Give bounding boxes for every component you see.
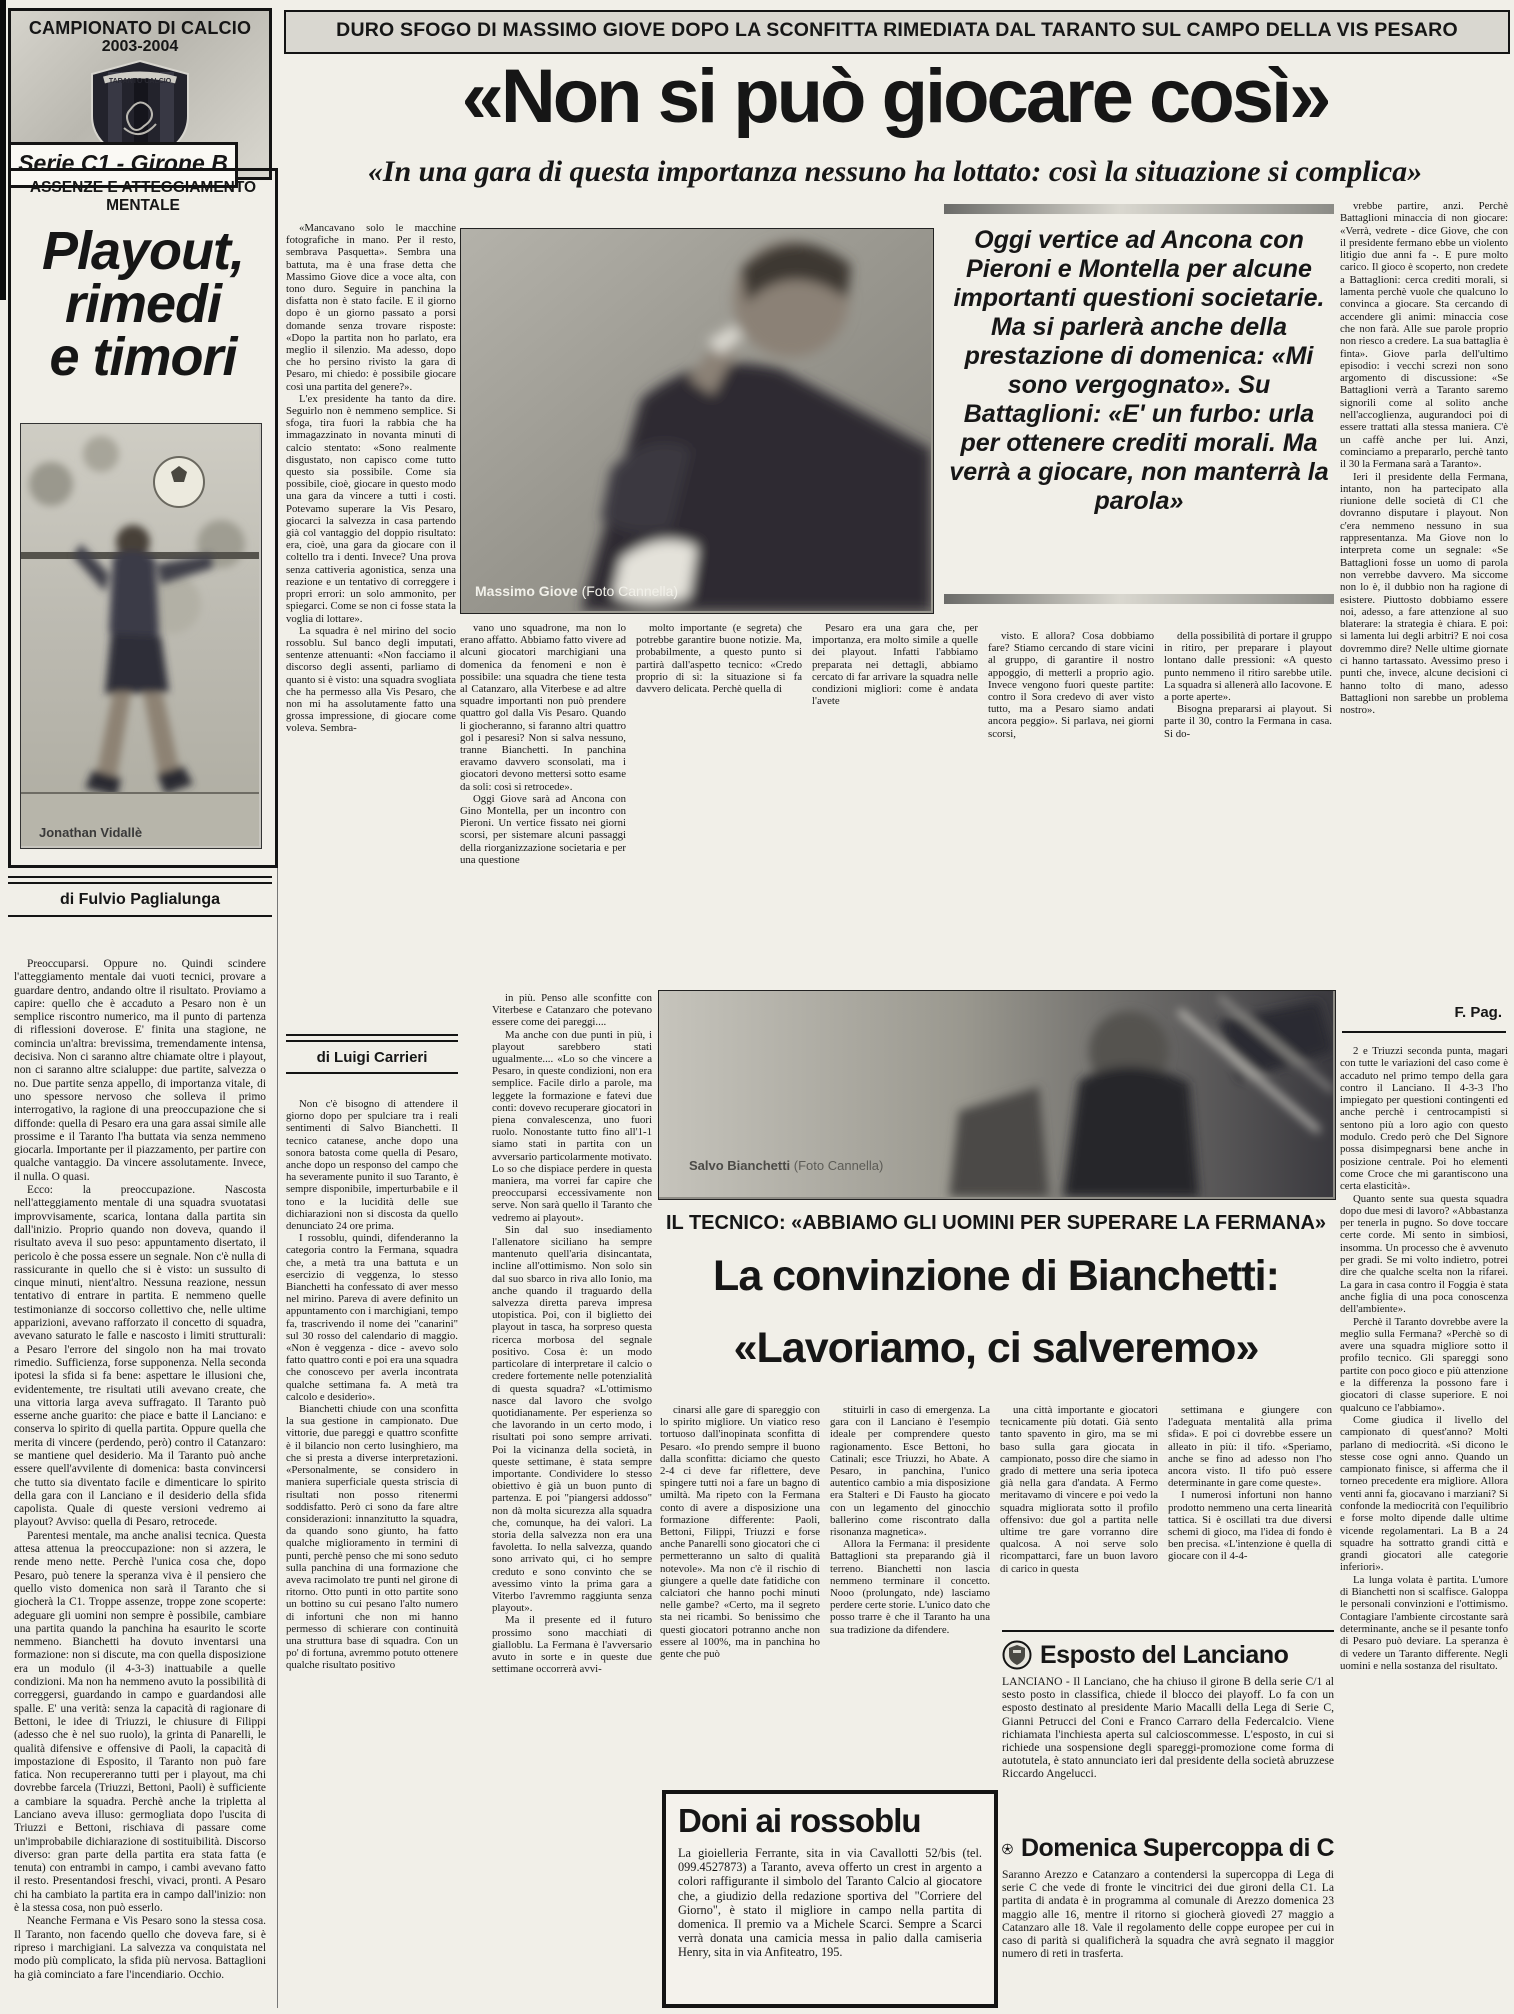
esposto-body: LANCIANO - Il Lanciano, che ha chiuso il girone B della serie C/1 al sesto posto in classifica, chiede il blocco dei playoff. Lo fa con un esposto destinato al presidente Mario Macalli della Lega di Serie C, Gianni Petrucci del Coni e Franco Carraro della Federcalcio. Viene richiamata l'inchiesta aperta sul calcioscommesse. L'esposto, in cui si richiede una sospensione degli spareggi-promozione come forma di autotutela, è stato annunciato ieri dal presidente della società abruzzese Riccardo Angelucci. [1002,1675,1334,1781]
paragraph: Playout, [41,221,245,281]
paragraph: Bianchetti chiude con una sconfitta la sua gestione in campionato. Due vittorie, due pareggi e quattro sconfitte è il bilancio non certo lusinghiero, ma che si presta a diverse interpretazioni. «Personalmente, se considero in maniera superficiale questa striscia di risultati non posso ritenermi soddisfatto. Però ci sono da fare altre considerazioni: innanzitutto la squadra, da quando sono giunto, ha fatto qualche miglioramento in termini di punti, perchè penso che mi sono seduto sulla panchina di una formazione che aveva racimolato tre punti nel girone di ritorno. Otto punti in otto partite sono un bottino su cui pesano l'alto numero di infortuni che non mi hanno permesso di schierare con continuità una struttura base di squadra. Con un po' di fortuna, avremmo potuto ottenere qualche risultato positivo [286,1403,458,1672]
supercoppa-body: Saranno Arezzo e Catanzaro a contendersi la supercoppa di Lega di serie C che vede di fronte le vincitrici dei due gironi della C1. La partita di andata è in programma al comunale di Arezzo domenica 23 maggio alle 16, mentre il ritorno si giocherà giovedì 27 maggio a Catanzaro alle 18. Vale il regolamento delle coppe europee per cui in caso di parità si qualificherà la squadra che avrà segnato il maggior numero di reti in trasferta. [1002,1868,1334,1961]
paragraph: cinarsi alle gare di spareggio con lo spirito migliore. Un viatico reso tortuoso dall'inopinata sconfitta di Pesaro. «Io prendo sempre il buono dalla sconfitta: diciamo che questo 2-4 ci deve far riflettere, deve spingere tutti noi a fare un bagno di umiltà. Ma ripeto con la Fermana conto di avere a disposizione una formazione differente: Paoli, Bettoni, Filippi, Triuzzi e forse anche Panarelli sono giocatori che ci permetteranno un salto di qualità notevole». Ma non c'è il rischio di giungere a quelle date fatidiche con calciatori che hanno pochi minuti nelle gambe? «Certo, ma il segreto sta nei ricambi. So benissimo che questi giocatori potranno anche non essere al 100%, ma in panchina ho gente che può [660,1404,820,1661]
paglialunga-byline [8,876,272,917]
supercoppa-section [1002,1834,1334,1996]
paragraph: Ma il presente ed il futuro prossimo sono macchiati di gialloblu. La Fermana è l'avversario avuto in sorte e in queste due settimane occorrerà avvi- [492,1614,652,1676]
paragraph: Ma anche con due punti in più, i playout sarebbero stati ugualmente.... «Lo so che vincere a Pesaro, in queste condizioni, non era semplice. Facile dirlo a parole, ma leggete la formazione e fatevi due conti: dovevo recuperare giocatori in piena convalescenza, uno fuori ruolo. Nonostante tutto fino all'1-1 siamo stati in partita con un avversario particolarmente motivato. Lo so che dispiace perdere in questa maniera, ma vorrei far capire che preoccuparsi eccessivamente non serve. Non sarà quello il Taranto che vedremo ai playout». [492,1028,652,1224]
paragraph: stituirli in caso di emergenza. La gara con il Lanciano è l'esempio ideale per comprendere questo ragionamento. Esce Bettoni, ho Catinali; esce Triuzzi, ho Abate. A Pesaro, in panchina, l'unico autentico cambio a mia disposizione era Stalteri e Di Fausto ha giocato con un legamento del ginocchio ballerino come riscontrato dalla risonanza magnetica». [830,1404,990,1539]
paragraph: in più. Penso alle sconfitte con Viterbese e Catanzaro che potevano essere come dei pareggi.... [492,992,652,1029]
supercoppa-title: Domenica Supercoppa di C [1020,1834,1334,1862]
article-signature: F. Pag. [1454,1004,1502,1021]
bianchetti-article-col4 [1168,1404,1332,1622]
paragraph: Perchè il Taranto dovrebbe avere la meglio sulla Fermana? «Perchè so di avere una squadra migliore sotto il profilo tecnico. Gli spareggi sono partite con poco gioco e più attenzione e la differenza la possono fare i giocatori di classe superiore. E noi qualcuno ce l'abbiamo». [1340,1315,1508,1414]
quote-bottom-bar [944,594,1334,604]
paragraph: vrebbe partire, anzi. Perchè Battaglioni minaccia di non giocare: «Verrà, vedrete - dice Giove, che con il presidente fermano ebbe un violento litigio due anni fa -. E pure molto carico. Il gioco è scoperto, non credete a Battaglioni: cerca crediti morali, si lamenta perchè vuole che qualcuno lo convinca a giocare. Sta cercando di accendere gli animi: minaccia cose che non farà. Alle sue parole proprio non riesco a credere. La sua battaglia è finta». Giove parla dell'ultimo episodio: i vecchi screzi non sono argomento di discussione: «Se Battaglioni verrà a Taranto saremo signorili come al solito anche nell'accoglienza, augurandoci poi di essere trattati alla stessa maniera. C'è un caffè anche per lui. Anzi, cominciamo a prepararlo, perchè tanto il 30 la Fermana sarà a Taranto». [1340,200,1508,471]
byline-author: di Luigi Carrieri [316,1049,428,1066]
paragraph: I numerosi infortuni non hanno prodotto nemmeno una certa linearità tattica. Si è oscillati tra due diversi schemi di gioco, ma l'idea di fondo è ben precisa. «L'intenzione è quella di giocare con il 4-4- [1168,1489,1332,1563]
masthead-title: CAMPIONATO DI CALCIO [28,18,252,38]
section-rule [1342,1031,1506,1033]
giove-photo-caption [475,583,678,599]
paragraph: «Mancavano solo le macchine fotografiche in mano. Per il resto, sembrava Pasquetta». Sembra una battuta, ma è una frase detta che Massimo Giove dice a voce alta, con tono duro. Seguire in panchina la disfatta non è stato facile. E il giorno dopo è un giorno passato a porsi domande senza trovare risposte: «Dopo la partita non ho parlato, era meglio il silenzio. Ma adesso, dopo che ho persino rivisto la gara di Pesaro, mi chiedo: è possibile giocare così una partita del genere?». [286,222,456,393]
section-rule [1002,1630,1334,1632]
main-headline: «Non si può giocare così» [461,54,1329,139]
paragraph: I rossoblu, quindi, difenderanno la categoria contro la Fermana, squadra che, a metà tra una battuta e un esercizio di veggenza, lo stesso Bianchetti ha confessato di aver messo nel mirino. Pareva di avere definito un appuntamento con i marchigiani, tempo fa, trascrivendo il nome dei "canarini" sul 30 rosso del calendario di maggio. «Non è veggenza - dice - avevo solo fatto quattro conti e poi era una squadra che conoscevo per averla incontrata qualche settimana fa. A metà tra calcolo e desiderio». [286,1232,458,1403]
left-article-kicker: ASSENZE E ATTEGGIAMENTO MENTALE [29,179,257,214]
left-article-box [8,168,278,868]
bianchetti-photo [658,990,1336,1200]
series-label: Serie C1 - Girone B [8,142,238,188]
paragraph: visto. E allora? Cosa dobbiamo fare? Stiamo cercando di stare vicini al gruppo, di garantire il nostro appoggio, di metterli a proprio agio. Invece vengono fuori queste partite: contro il Sora credevo di aver visto tutto, ma a Pesaro siamo andati ancora peggio». Si parlava, nei giorni scorsi, [988,630,1154,740]
paragraph: Allora la Fermana: il presidente Battaglioni sta preparando già il terreno. Bianchetti non lascia nemmeno terminare il concetto. Nooo (prolungato, nde) lasciamo perdere certe storie. L'unico dato che posso trarre è che il Taranto ha una sua tradizione da difendere. [830,1538,990,1636]
byline-rule [8,915,272,917]
top-banner: DURO SFOGO DI MASSIMO GIOVE DOPO LA SCONFITTA RIMEDIATA DAL TARANTO SUL CAMPO DELLA VIS PESARO [284,10,1510,54]
paragraph: rimedi [64,274,222,334]
main-article-col3 [636,622,802,986]
vidalle-photo-caption: Jonathan Vidallè [39,825,143,840]
right-column-top [1340,200,1508,1000]
paragraph: e timori [49,327,237,387]
bianchetti-article-col1 [660,1404,820,1782]
left-article-title [11,221,275,387]
soccer-ball-icon [1002,1835,1013,1863]
paragraph: Quanto sente sua questa squadra dopo due mesi di lavoro? «Abbastanza per tenerla in pugno. So dove toccare certe corde. Mi sento in simbiosi, insomma. Un processo che è avvenuto per gradi. Se mi volto indietro, potrei dire che qualche scelta non la rifarei. La gara in casa contro il Foggia è stata anche figlia di una poca conoscenza dell'ambiente». [1340,1192,1508,1316]
lanciano-crest-icon [1002,1640,1032,1670]
bianchetti-photo-caption [689,1158,883,1173]
giove-caption-credit: (Foto Cannella) [581,583,679,599]
column-divider [277,868,278,2008]
giove-photo-art [461,229,931,611]
paragraph: vano uno squadrone, ma non lo erano affatto. Abbiamo fatto vivere ad alcuni giocatori marchigiani una domenica da fenomeni e non è possibile: una squadra che tiene testa al Catanzaro, alla Viterbese e ad altre squadre importanti non può prendere quattro gol dalla Vis Pesaro. Quando li giocheranno, si faranno altri quattro gol i pesaresi? Non si salva nessuno, tranne Bianchetti. In panchina eravamo davvero sconsolati, ma i giocatori devono mettersi sotto esame da soli: così si retrocede». [460,622,626,793]
doni-rossoblu-box [662,1790,998,2008]
left-article-body [14,958,266,2008]
paragraph: Neanche Fermana e Vis Pesaro sono la stessa cosa. Il Taranto, non facendo quello che doveva fare, si è ripreso i marchigiani. La salvezza va conquistata nel modo più complicato, la sfida più nervosa. Battaglioni ha già cominciato a fare l'incendiario. Occhio. [14,1915,266,1981]
carrieri-article-col2 [492,992,652,2008]
paragraph: una città importante e giocatori tecnicamente più dotati. Già sento tanto spavento in giro, ma se mi baso sulla gara giocata in campionato, posso dire che siamo in grado di mettere una seria ipoteca già nella gara d'andata. A Fermo meritavamo di vincere e poi vedo la squadra migliorata sotto il profilo offensivo: due gol a partita nelle ultime tre gare vorranno dire qualcosa. A noi serve solo ricompattarci, fare un buon lavoro di carico in questa [1000,1404,1158,1575]
esposto-title: Esposto del Lanciano [1040,1640,1289,1669]
byline-author: di Fulvio Paglialunga [59,891,220,908]
carrieri-article-col1 [286,1098,458,2008]
paragraph: L'ex presidente ha tanto da dire. Seguirlo non è nemmeno semplice. Si sfoga, tira fuori la rabbia che ha immagazzinato in novanta minuti di calcio stentato: «Sono realmente disgustato, non capisco come tutto questo sia possibile. Come sia possibile, cioè, giocare in questo modo una gara da vincere a tutti i costi. Potevamo superare la Vis Pesaro, giocarci la salvezza in casa partendo già col vantaggio del doppio risultato: era, cioè, una gara da giocare con il coltello tra i denti. Invece? Una prova senza cattiveria agonistica, senza una reazione e un tentativo di correggere i propri errori: un solo ammonito, per spiegarci. Come se non ci fosse stata la voglia di lottare». [286,392,456,625]
paragraph: Ecco: la preoccupazione. Nascosta nell'atteggiamento mentale di una squadra svuotatasi improvvisamente, scarica, lontana dalla partita sin dall'inizio. Proprio quando non doveva, quando il risultato aveva il suo peso: appuntamento disertato, il pericolo è che possa essere un segnale. Non c'è nulla di rassicurante in quello che si è visto: un sussulto di cinque minuti, nient'altro. Nessuna reazione, nessun tentativo di entrare in partita. E nemmeno quelle testimonianze di soccorso collettivo che, nelle ultime apparizioni, avevano rafforzato il concetto di squadra, avevano saturato le falle e nascosto i limiti strutturali: a Pesaro l'errore del singolo non ha mai trovato rimedio. Sufficienza, forse supponenza. Nella seconda ipotesi la sfida si fa bene: aspettare le illusioni che, evidentemente, tre risultati utili avevano create, che una vittoria larga aveva suffragato. Il Taranto può esserne anche guarito: che piace e batte il Lanciano: e conserva lo spirito di quella partita. Oppure quella che merita di vincere (perdendo, però) contro il Catanzaro: se mantiene quel desiderio. Ma il Taranto può anche essere quell'avvilente di domenica: basta convincersi che tutto sia diventato facile e dimenticare lo spirito della gara con il Lanciano e il desiderio della sfida capolista. Quale di queste versioni vedremo ai playout? Avviso: quella di Pesaro, retrocede. [14,1184,266,1529]
main-article-col2 [460,622,626,986]
bianchetti-article-col2 [830,1404,990,1782]
scan-edge-artifact [0,0,6,300]
paragraph: La convinzione di Bianchetti: [713,1252,1279,1300]
paragraph: Bisogna prepararsi ai playout. Si parte il 30, contro la Fermana in casa. Si do- [1164,703,1332,740]
bianchetti-article-col3 [1000,1404,1158,1622]
paragraph: Preoccuparsi. Oppure no. Quindi scindere l'atteggiamento mentale dai vuoti tecnici, provare a guardare dentro, andando oltre il risultato. Proviamo a capire: quello che è accaduto a Pesaro non è un semplice riscontro numerico, ma il punto di partenza di riflessioni doverose. E' finita una stagione, ne comincia un'altra: brevissima, tremendamente intensa, decisiva. Non ci saranno altre chiamate oltre i playout, non ci saranno altre scialuppe: due partite, salvezza o no. Due partite senza appello, di importanza vitale, di uno spessore nervoso che solleva il primo interrogativo, la ragione di una preoccupazione che si diffonde: quella di Pesaro era una gara assai simile alle prossime e il Taranto l'ha buttata via senza nemmeno giocarla. Importante per il piazzamento, per partire con qualche vantaggio. Da vincere assolutamente. Invece, il nulla. O quasi. [14,958,266,1183]
paragraph: La squadra è nel mirino del socio rossoblu. Sul banco degli imputati, sentenze attenuanti: «Non facciamo il discorso degli assenti, parliamo di quanto si è visto: una squadra svogliata che ha permesso alla Vis Pesaro, che non mi ha assolutamente fatto una grossa impressione, di giocare come voleva. Sembra- [286,624,456,735]
right-column-bottom [1340,1045,1508,2008]
paragraph: Parentesi mentale, ma anche analisi tecnica. Questa attesa attenua la preoccupazione: non si azzera, le rende meno nette. Perchè l'unica cosa che, dopo Pesaro, può tenere la speranza viva è il pensiero che quello visto domenica non sarà il Taranto che si giocherà la C1. Troppe assenze, troppe zone scoperte: adeguare gli uomini non sempre è possibile, cambiare una partita quando la panchina ha esaurito le scorte nemmeno. Bianchetti ha dovuto inventarsi una formazione: non si discute, ma con quella disposizione era un modulo (il 4-3-3) inattuabile a quelle condizioni. Ma non ha nemmeno avuto la possibilità di correggersi, guardando in campo e guardandosi alle spalle. E' una verità: senza la capacità di ragionare di Bettoni, le idee di Triuzzi, le chiusure di Filippi (adesso che è nel suo ruolo), la grinta di Panarelli, le qualità difensive e offensive di Paoli, la capacità di impostazione di Esposito, il Taranto non può fare fatica. Non recupereranno tutti per i playout, ma chi dovrebbe farcela (Triuzzi, Bettoni, Paoli) è sufficiente a cambiare la squadra. Perchè anche la tripletta al Lanciano aveva illuso: germogliata dopo l'uscita di Triuzzi e Bettoni, rischiava di passare come un'improbabile dichiarazione di sostituibilità. Discorso diverso: gran parte della partita era stata fatta (e tenuta) con entrambi in campo, i cambi avevano fatto il resto. Presentandosi freschi, vivaci, pronti. A Pesaro chi ha cambiato la partita era in campo dall'inizio: non è la stessa cosa, non può esserlo. [14,1529,266,1915]
paragraph: 2 e Triuzzi seconda punta, magari con tutte le variazioni del caso come è accaduto nel primo tempo della gara contro il Lanciano. Il 4-3-3 l'ho impiegato per questioni contingenti ed anche perchè i centrocampisti si sentono più a loro agio con questo modulo. Credo però che Del Signore possa disimpegnarsi bene anche in posizione centrale. Poi ho elementi come Croce che mi garantiscono una certa elasticità». [1340,1045,1508,1193]
paragraph: molto importante (e segreta) che potrebbe garantire buone notizie. Ma, probabilmente, a questo punto si partirà dall'aspetto tecnico: «Credo proprio di sì: la situazione si fa davvero delicata. Perchè quella di [636,622,802,696]
byline-rule [8,876,272,878]
masthead-season: 2003-2004 [101,38,179,55]
main-article-col5 [988,630,1154,986]
main-article-col4 [812,622,978,986]
bianchetti-kicker: IL TECNICO: «ABBIAMO GLI UOMINI PER SUPERARE LA FERMANA» [665,1212,1327,1234]
byline-rule [286,1034,458,1036]
byline-rule [286,1072,458,1074]
doni-box-title: Doni ai rossoblu [678,1802,921,1839]
paragraph: «Lavoriamo, ci salveremo» [733,1324,1259,1372]
sub-headline: «In una gara di questa importanza nessuno ha lottato: così la situazione si complica» [367,155,1423,188]
paragraph: Pesaro era una gara che, per importanza, era molto simile a quelle dei playout. Infatti l'abbiamo preparata nei dettagli, abbiamo cercato di far arrivare la squadra nelle condizioni migliori: come è andata l'avete [812,622,978,708]
giove-photo [460,228,934,614]
svg-text:TARANTO CALCIO: TARANTO CALCIO [108,78,172,85]
pull-quote-text: Oggi vertice ad Ancona con Pieroni e Montella per alcune importanti questioni societarie. Ma si parlerà anche della prestazione di domenica: «Mi sono vergognato». Su Battaglioni: «E' un furbo: urla per ottenere crediti morali. Ma verrà a giocare, non manterrà la parola» [949,226,1329,515]
paragraph: Ieri il presidente della Fermana, intanto, non ha partecipato alla riunione delle società di C1 che dovranno disputare i playout. Non c'era nemmeno nessuno in sua rappresentanza. Ma Giove non lo interpreta come un segnale: «Se Battaglioni fosse un uomo di parola non verrebbe davvero. Ma siccome non lo è, il dubbio non ha ragione di esistere. Piuttosto dobbiamo essere noi, adesso, a fare attenzione al suo blaterare: la strategia è chiara. E poi: si lamenta lui degli arbitri? E noi cosa dovremmo dire? Nelle ultime giornate ci hanno tartassato. Avessimo preso i punti che, invece, alcune decisioni ci hanno tolto di mano, adesso Battaglioni non sarebbe un problema nostro». [1340,470,1508,717]
paragraph: Sin dal suo insediamento l'allenatore siciliano ha sempre mantenuto quell'aria disincantata, incline all'ottimismo. Non solo sin dal suo sbarco in riva allo Ionio, ma anche quando il traguardo della salvezza diretta pareva impresa utopistica. Poi, con il biglietto dei playout in tasca, ha sorpreso questa ricerca morbosa del segnale positivo. Cosa è: un modo particolare di interpretare il calcio o credere fortemente nelle potenzialità di questa squadra? «L'ottimismo nasce dal lavoro che svolgo quotidianamente. Per esperienza so che lavorando in un certo modo, i risultati poi sono sempre arrivati. Poi la vicinanza della società, in queste settimane, è stata sempre importante. Condividere lo stesso obiettivo è già un buon punto di partenza. E poi "piangersi addosso" non dà molta sicurezza alla squadra che, comunque, ha dei valori. La storia della salvezza non era una favoletta. Io nella salvezza, quando sono arrivato qui, ci ho sempre creduto e sono convinto che se avessimo vinto la prima gara a Viterbo l'avremmo raggiunta senza playout». [492,1223,652,1615]
pull-quote-block [944,204,1334,616]
bianchetti-caption-name: Salvo Bianchetti [689,1158,791,1173]
esposto-section [1002,1630,1334,1821]
paragraph: Non c'è bisogno di attendere il giorno dopo per spulciare tra i reali sentimenti di Salvo Bianchetti. Il tecnico catanese, anche dopo una sonora batosta come quella di Pesaro, anche dopo un responso del campo che ha severamente punito il suo Taranto, è sempre disponibile, imperturbabile e il tono e la lucidità delle sue dichiarazioni non si discosta da quello denunciato 24 ore prima. [286,1098,458,1233]
quote-top-bar [944,204,1334,214]
paragraph: Come giudica il livello del campionato di quest'anno? Molti parlano di mediocrità. «Si dicono le stesse cose ogni anno. Quando un campionato finisce, si afferma che il torneo precedente era migliore. Allora venti anni fa, giocavano i marziani? Si confonde la mediocrità con l'equilibrio e forse molto dipende dalle ultime vicende regolamentari. La B a 24 squadre ha sottratto grandi città e grandi giocatori alle categorie inferiori». [1340,1413,1508,1574]
giove-caption-name: Massimo Giove [475,583,578,599]
doni-box-body: La gioielleria Ferrante, sita in via Cavallotti 52/bis (tel. 099.4527873) a Taranto, aveva offerto un crest in argento a colori raffigurante il simbolo del Taranto Calcio al giocatore che, a giudizio della redazione sportiva del "Corriere del Giorno", è stato il migliore in campo nella partita di domenica. Il premio va a Michele Scarci. Sempre a Scarci verrà donata una camicia messa in palio dalla camiseria Henry, sita in via Anfiteatro, 195. [678,1846,982,1960]
carrieri-byline [286,1034,458,1074]
right-column [1340,200,1508,2008]
paragraph: settimana e giungere con l'adeguata mentalità alla prima sfida». E poi ci dovrebbe essere un alleato in più: il tifo. «Speriamo, anche se fino ad adesso non l'ho ancora visto. Il tifo può essere determinante in gare come queste». [1168,1404,1332,1490]
vidalle-photo-art [21,424,259,846]
bianchetti-caption-credit: (Foto Cannella) [793,1158,884,1173]
paragraph: Oggi Giove sarà ad Ancona con Gino Montella, per un incontro con Pieroni. Un vertice fissato nei giorni scorsi, per sistemare alcuni passaggi della riorganizzazione societaria e per una questione [460,792,626,866]
vidalle-player-photo [20,423,262,849]
paragraph: della possibilità di portare il gruppo in ritiro, per preparare i playout lontano dalle pressioni: «A questo punto nemmeno il ritiro sarebbe utile. La squadra si allenerà allo Iacovone. E a porte aperte». [1164,630,1332,704]
main-article-col6 [1164,630,1332,986]
paragraph: La lunga volata è partita. L'umore di Bianchetti non si scalfisce. Galoppa le personali convinzioni e l'ottimismo. Contagiare l'ambiente circostante sarà determinante, anche se il pesante tonfo di Pesaro può deviare. La speranza è di vedere un Taranto differente. Negli uomini e nella sostanza del risultato. [1340,1573,1508,1672]
bianchetti-title [658,1240,1334,1384]
main-article-col1 [286,222,456,986]
